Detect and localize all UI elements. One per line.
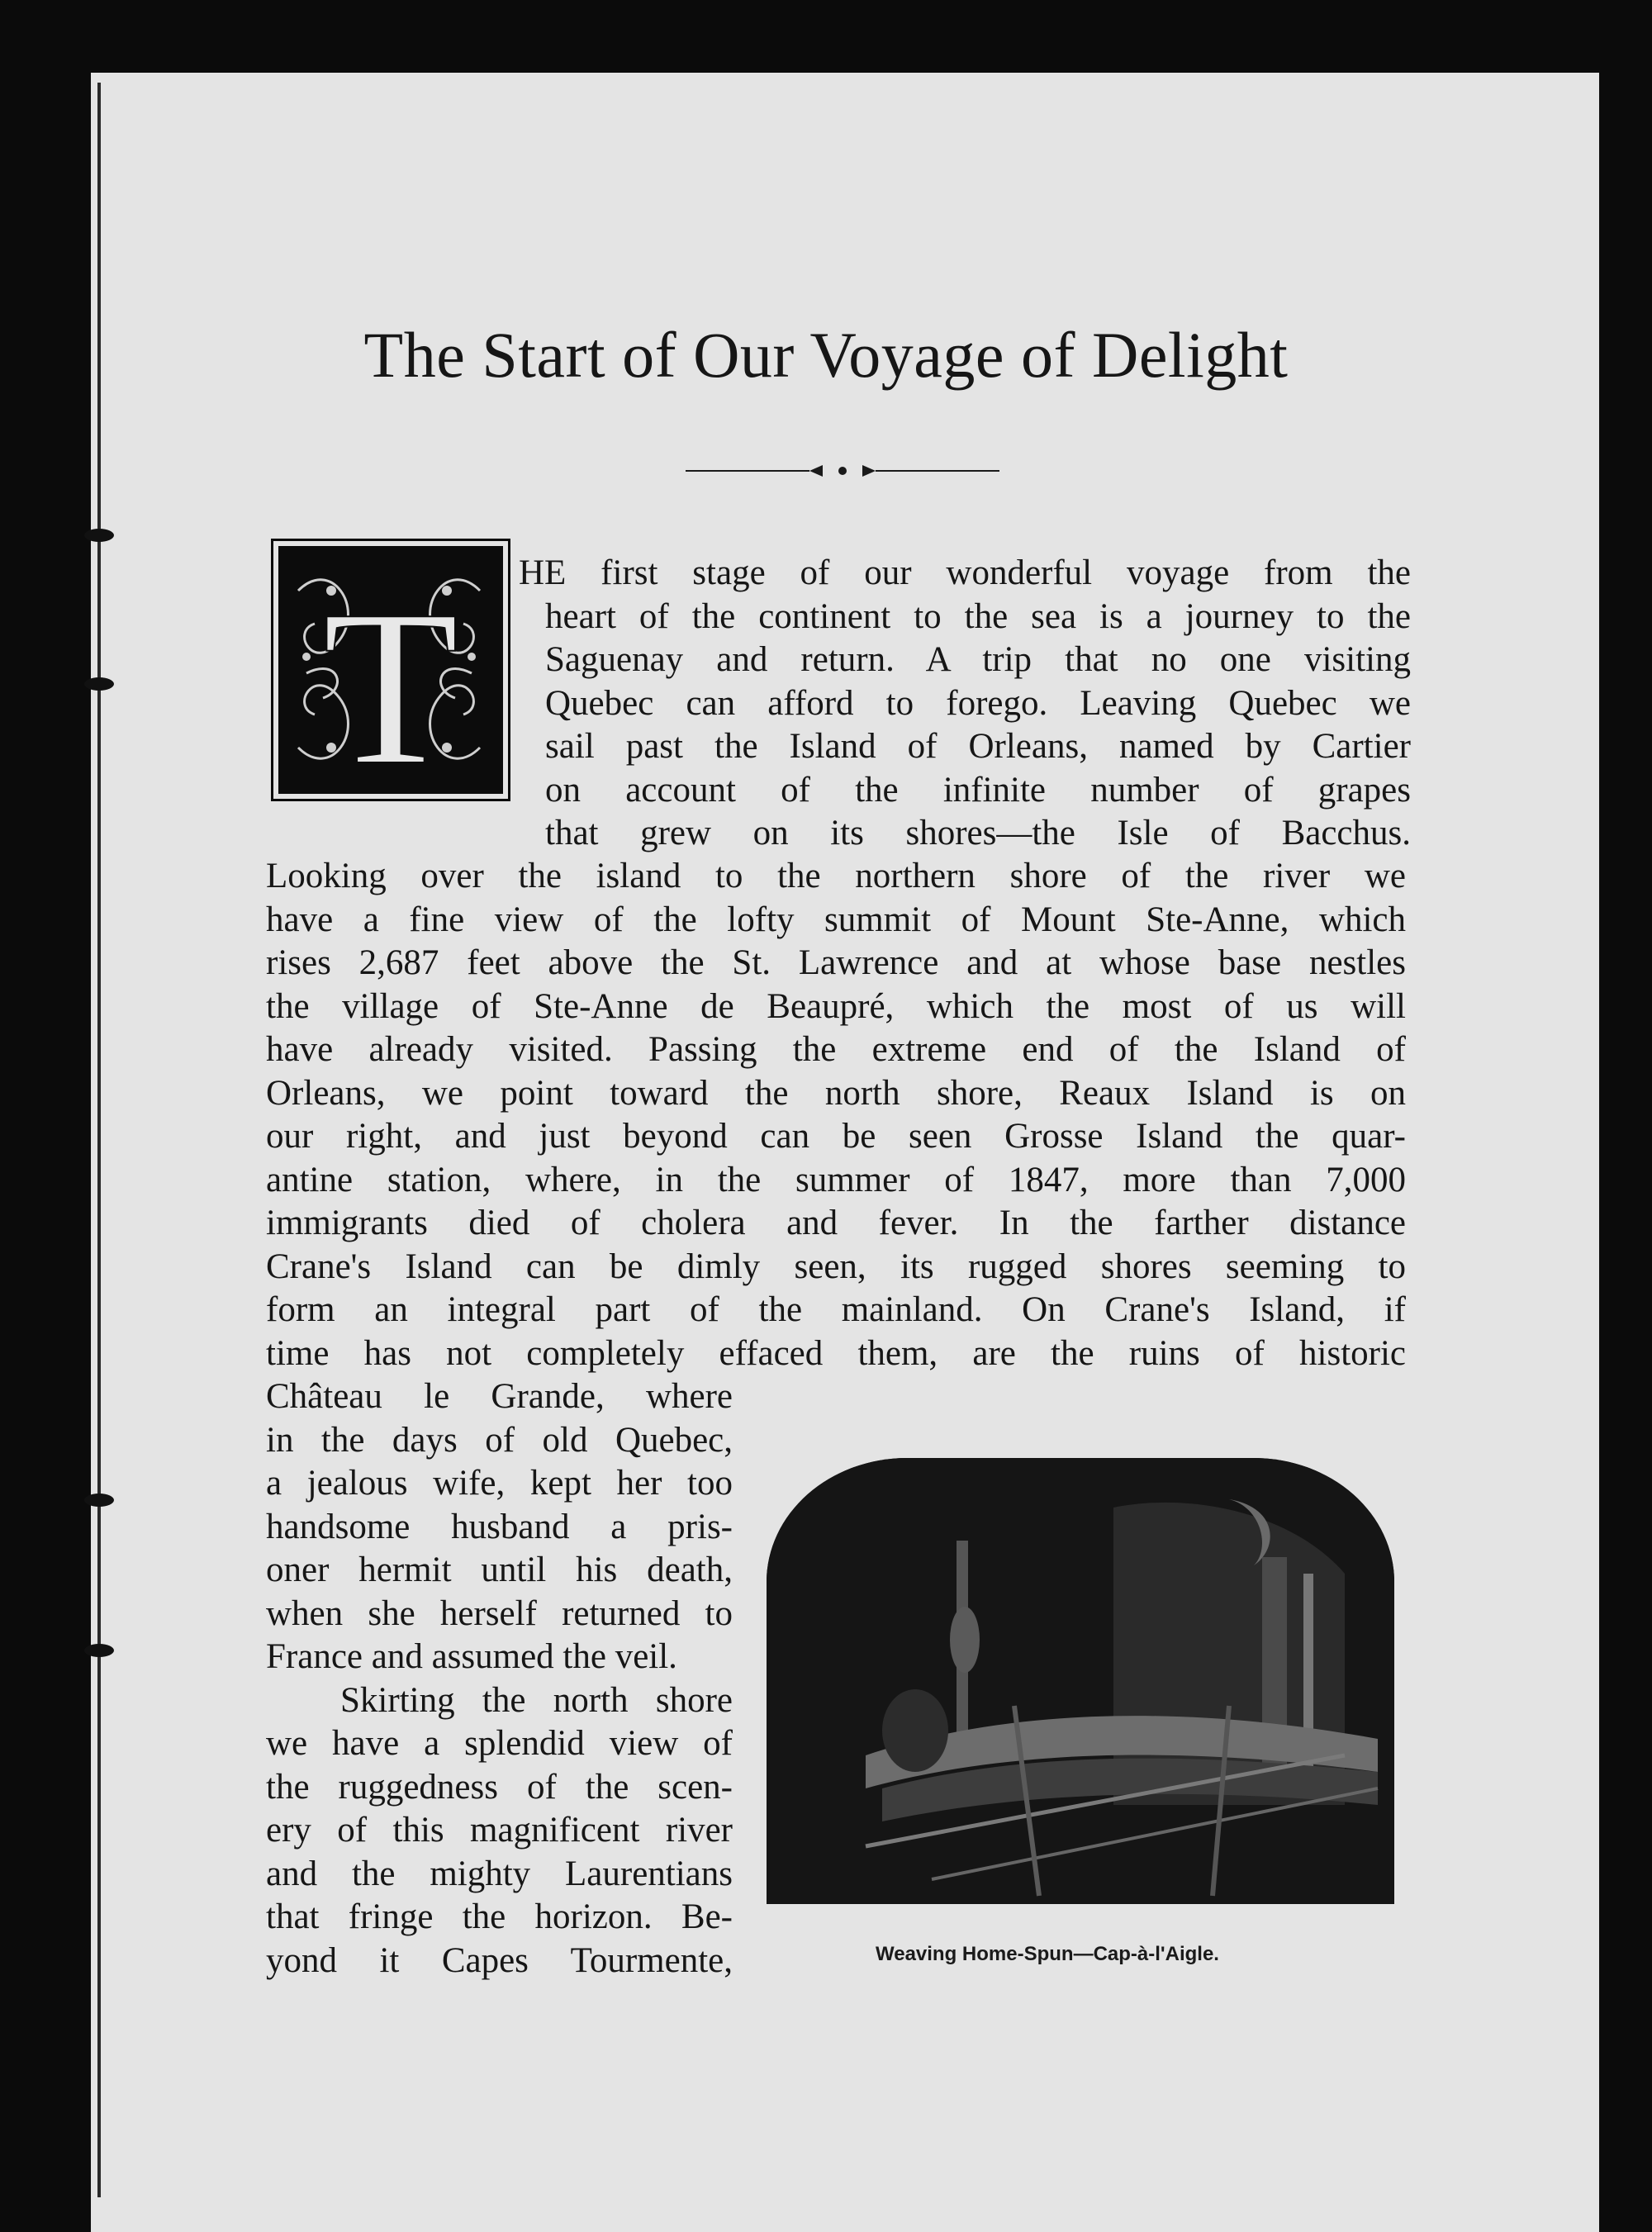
text-line: we have a splendid view of xyxy=(266,1724,733,1763)
text-line: our right, and just beyond can be seen Grosse Island the quar- xyxy=(266,1117,1406,1156)
text-line: heart of the continent to the sea is a journey to the xyxy=(545,596,1411,636)
gutter-mark xyxy=(84,1644,114,1657)
text-line: have already visited. Passing the extreme end of the Island of xyxy=(266,1030,1406,1069)
text-line: that grew on its shores—the Isle of Bacchus. xyxy=(545,814,1411,852)
text-line: when she herself returned to xyxy=(266,1593,733,1633)
arrow-ornament-divider-icon xyxy=(686,458,999,483)
text-line: Crane's Island can be dimly seen, its rugged shores seeming to xyxy=(266,1247,1406,1286)
paragraph-full-width xyxy=(266,855,1406,1375)
page-gutter xyxy=(97,83,101,2197)
text-line: the village of Ste-Anne de Beaupré, which the most of us will xyxy=(266,986,1406,1026)
text-line: form an integral part of the mainland. On Crane's Island, if xyxy=(266,1290,1406,1329)
figure-caption: Weaving Home-Spun—Cap-à-l'Aigle. xyxy=(876,1943,1219,1965)
gutter-mark xyxy=(84,677,114,691)
paragraph-beside-initial xyxy=(519,552,1411,856)
text-line: Quebec can afford to forego. Leaving Quebec we xyxy=(545,683,1411,723)
text-line: and the mighty Laurentians xyxy=(266,1854,733,1893)
text-line: antine station, where, in the summer of 1847, more than 7,000 xyxy=(266,1160,1406,1199)
text-line: HE first stage of our wonderful voyage from the xyxy=(519,553,1411,592)
text-line: have a fine view of the lofty summit of Mount Ste-Anne, which xyxy=(266,900,1406,939)
text-line: France and assumed the veil. xyxy=(266,1637,677,1676)
text-line: Château le Grande, where xyxy=(266,1377,733,1416)
text-line: yond it Capes Tourmente, xyxy=(266,1940,733,1980)
text-line: a jealous wife, kept her too xyxy=(266,1464,733,1503)
text-line: Skirting the north shore xyxy=(340,1680,733,1720)
text-line: oner hermit until his death, xyxy=(266,1551,733,1589)
page-title: The Start of Our Voyage of Delight xyxy=(363,319,1289,391)
text-line: ery of this magnificent river xyxy=(266,1811,733,1850)
text-line: handsome husband a pris- xyxy=(266,1507,733,1546)
gutter-mark xyxy=(84,529,114,542)
ornate-initial-T-icon xyxy=(271,539,510,801)
text-line: rises 2,687 feet above the St. Lawrence and at whose base nestles xyxy=(266,943,1406,982)
drop-cap-letter: T xyxy=(322,564,459,801)
weaving-loom-photo-icon xyxy=(767,1458,1394,1904)
text-line: sail past the Island of Orleans, named by Cartier xyxy=(545,727,1411,766)
text-line: the ruggedness of the scen- xyxy=(266,1767,733,1807)
gutter-mark xyxy=(84,1494,114,1507)
paragraph-narrow-column xyxy=(266,1375,733,1983)
text-line: on account of the infinite number of grapes xyxy=(545,770,1411,810)
text-line: Orleans, we point toward the north shore, Reaux Island is on xyxy=(266,1073,1406,1113)
text-line: Saguenay and return. A trip that no one visiting xyxy=(545,640,1411,679)
text-line: that fringe the horizon. Be- xyxy=(266,1897,733,1936)
text-line: Looking over the island to the northern shore of the river we xyxy=(266,857,1406,895)
text-line: time has not completely effaced them, are the ruins of historic xyxy=(266,1333,1406,1373)
text-line: in the days of old Quebec, xyxy=(266,1420,733,1460)
text-line: immigrants died of cholera and fever. In the farther distance xyxy=(266,1204,1406,1242)
